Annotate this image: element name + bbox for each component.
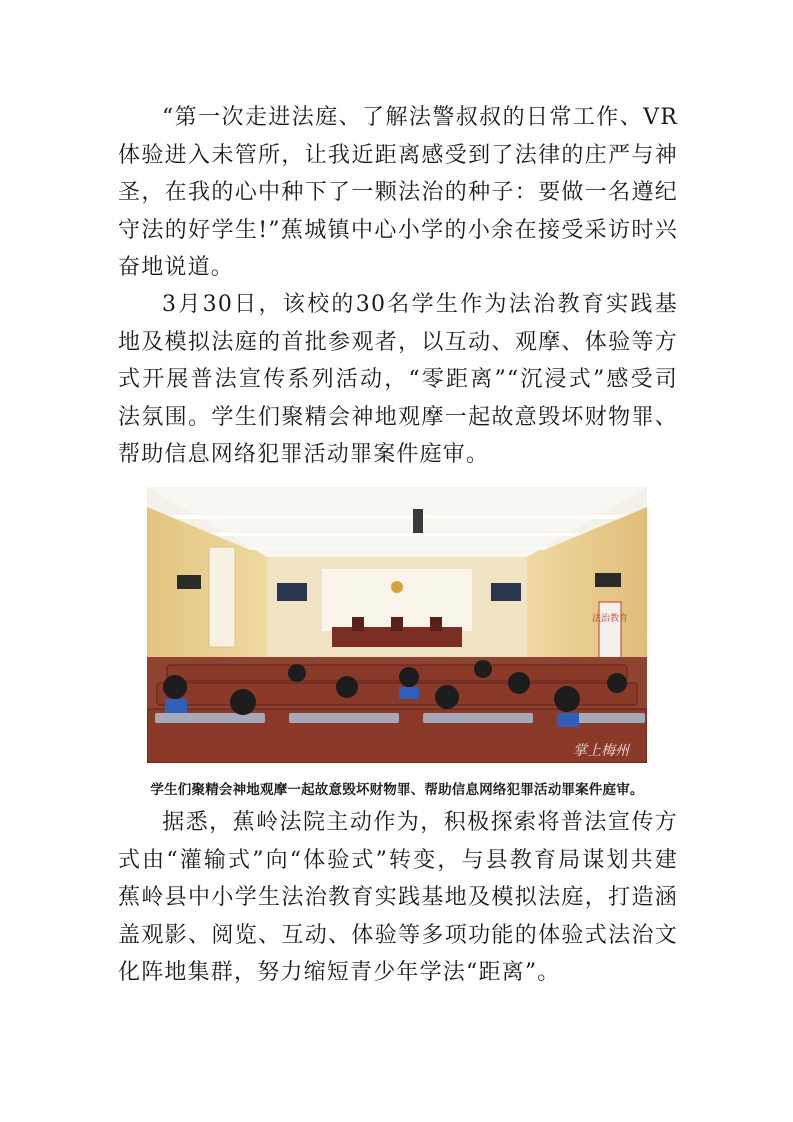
- photo-caption: 学生们聚精会神地观摩一起故意毁坏财物罪、帮助信息网络犯罪活动罪案件庭审。: [150, 782, 644, 798]
- paragraph-quote: [118, 99, 678, 287]
- courtroom-photo: [147, 487, 647, 763]
- speaker-left: [177, 575, 201, 589]
- speaker-right: [595, 573, 621, 587]
- courtroom-photo-drawing: [147, 487, 647, 763]
- paragraph-event: [118, 286, 678, 474]
- emblem-icon: [391, 581, 403, 593]
- monitor-left: [277, 583, 307, 601]
- camera-icon: [413, 509, 423, 533]
- paragraph-quote-text: “第一次走进法庭、了解法警叔叔的日常工作、VR体验进入未管所，让我近距离感受到了法律的庄严与神圣，在我的心中种下了一颗法治的种子：要做一名遵纪守法的好学生!”蕉城镇中心小学的小余在接受采访时兴奋地说道。: [118, 105, 678, 280]
- monitor-right: [491, 583, 521, 601]
- paragraph-event-text: 3月30日，该校的30名学生作为法治教育实践基地及模拟法庭的首批参观者，以互动、观摩、体验等方式开展普法宣传系列活动，“零距离”“沉浸式”感受司法氛围。学生们聚精会神地观摩一起故意毁坏财物罪、帮助信息网络犯罪活动罪案件庭审。: [118, 292, 678, 467]
- paragraph-court-initiative-text: 据悉，蕉岭法院主动作为，积极探索将普法宣传方式由“灌输式”向“体验式”转变，与县教育局谋划共建蕉岭县中小学生法治教育实践基地及模拟法庭，打造涵盖观影、阅览、互动、体验等多项功能的体验式法治文化阵地集群，努力缩短青少年学法“距离”。: [118, 810, 678, 985]
- banner-text: 法治教育: [591, 614, 629, 624]
- paragraph-court-initiative: [118, 804, 678, 992]
- watermark-text: 掌上梅州: [573, 743, 629, 759]
